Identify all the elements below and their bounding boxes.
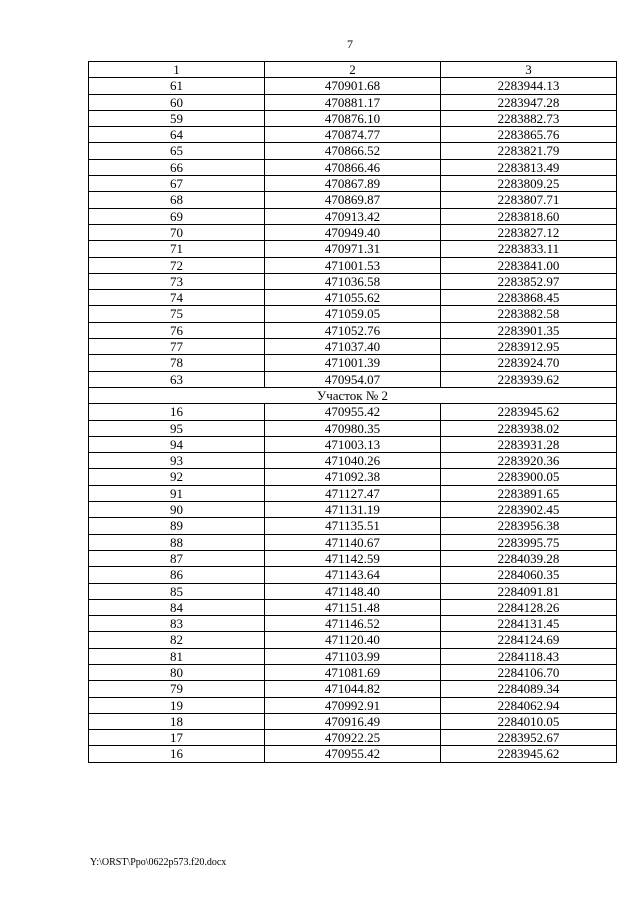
x-coordinate-cell: 470955.42 bbox=[265, 746, 441, 762]
table-row bbox=[89, 306, 617, 322]
table-row bbox=[89, 241, 617, 257]
point-number-cell: 59 bbox=[89, 110, 265, 126]
point-number-cell: 86 bbox=[89, 567, 265, 583]
y-coordinate-cell: 2284118.43 bbox=[441, 648, 617, 664]
point-number-cell: 87 bbox=[89, 550, 265, 566]
y-coordinate-cell: 2283939.62 bbox=[441, 371, 617, 387]
y-coordinate-cell: 2283818.60 bbox=[441, 208, 617, 224]
table-row bbox=[89, 371, 617, 387]
table-row bbox=[89, 648, 617, 664]
x-coordinate-cell: 471151.48 bbox=[265, 599, 441, 615]
y-coordinate-cell: 2284131.45 bbox=[441, 616, 617, 632]
table-row bbox=[89, 208, 617, 224]
x-coordinate-cell: 471143.64 bbox=[265, 567, 441, 583]
table-row bbox=[89, 518, 617, 534]
point-number-cell: 94 bbox=[89, 436, 265, 452]
x-coordinate-cell: 471001.39 bbox=[265, 355, 441, 371]
x-coordinate-cell: 470971.31 bbox=[265, 241, 441, 257]
x-coordinate-cell: 471127.47 bbox=[265, 485, 441, 501]
table-row bbox=[89, 224, 617, 240]
x-coordinate-cell: 470901.68 bbox=[265, 78, 441, 94]
y-coordinate-cell: 2284010.05 bbox=[441, 713, 617, 729]
table-row bbox=[89, 436, 617, 452]
point-number-cell: 81 bbox=[89, 648, 265, 664]
header-cell-y: 3 bbox=[441, 62, 617, 78]
table-row bbox=[89, 110, 617, 126]
point-number-cell: 72 bbox=[89, 257, 265, 273]
x-coordinate-cell: 471148.40 bbox=[265, 583, 441, 599]
x-coordinate-cell: 471055.62 bbox=[265, 290, 441, 306]
point-number-cell: 17 bbox=[89, 730, 265, 746]
x-coordinate-cell: 471081.69 bbox=[265, 664, 441, 680]
y-coordinate-cell: 2283945.62 bbox=[441, 746, 617, 762]
y-coordinate-cell: 2284039.28 bbox=[441, 550, 617, 566]
x-coordinate-cell: 471003.13 bbox=[265, 436, 441, 452]
table-row bbox=[89, 697, 617, 713]
y-coordinate-cell: 2283882.73 bbox=[441, 110, 617, 126]
x-coordinate-cell: 471037.40 bbox=[265, 339, 441, 355]
point-number-cell: 61 bbox=[89, 78, 265, 94]
point-number-cell: 18 bbox=[89, 713, 265, 729]
header-cell-x: 2 bbox=[265, 62, 441, 78]
y-coordinate-cell: 2283833.11 bbox=[441, 241, 617, 257]
x-coordinate-cell: 471135.51 bbox=[265, 518, 441, 534]
table-row bbox=[89, 746, 617, 762]
y-coordinate-cell: 2284089.34 bbox=[441, 681, 617, 697]
y-coordinate-cell: 2283841.00 bbox=[441, 257, 617, 273]
x-coordinate-cell: 471131.19 bbox=[265, 502, 441, 518]
table-row bbox=[89, 420, 617, 436]
y-coordinate-cell: 2283947.28 bbox=[441, 94, 617, 110]
y-coordinate-cell: 2283952.67 bbox=[441, 730, 617, 746]
point-number-cell: 67 bbox=[89, 176, 265, 192]
table-row bbox=[89, 143, 617, 159]
coordinates-table-body bbox=[89, 62, 617, 763]
point-number-cell: 16 bbox=[89, 404, 265, 420]
y-coordinate-cell: 2283809.25 bbox=[441, 176, 617, 192]
y-coordinate-cell: 2283813.49 bbox=[441, 159, 617, 175]
table-row bbox=[89, 730, 617, 746]
section-row bbox=[89, 387, 617, 403]
table-row bbox=[89, 469, 617, 485]
x-coordinate-cell: 471040.26 bbox=[265, 453, 441, 469]
y-coordinate-cell: 2283827.12 bbox=[441, 224, 617, 240]
table-row bbox=[89, 192, 617, 208]
table-row bbox=[89, 94, 617, 110]
x-coordinate-cell: 470992.91 bbox=[265, 697, 441, 713]
x-coordinate-cell: 471092.38 bbox=[265, 469, 441, 485]
point-number-cell: 83 bbox=[89, 616, 265, 632]
point-number-cell: 66 bbox=[89, 159, 265, 175]
point-number-cell: 88 bbox=[89, 534, 265, 550]
point-number-cell: 71 bbox=[89, 241, 265, 257]
y-coordinate-cell: 2283912.95 bbox=[441, 339, 617, 355]
y-coordinate-cell: 2283821.79 bbox=[441, 143, 617, 159]
x-coordinate-cell: 470913.42 bbox=[265, 208, 441, 224]
table-row bbox=[89, 339, 617, 355]
x-coordinate-cell: 470867.89 bbox=[265, 176, 441, 192]
point-number-cell: 76 bbox=[89, 322, 265, 338]
header-cell-point: 1 bbox=[89, 62, 265, 78]
point-number-cell: 77 bbox=[89, 339, 265, 355]
point-number-cell: 60 bbox=[89, 94, 265, 110]
point-number-cell: 63 bbox=[89, 371, 265, 387]
x-coordinate-cell: 470876.10 bbox=[265, 110, 441, 126]
point-number-cell: 84 bbox=[89, 599, 265, 615]
y-coordinate-cell: 2283901.35 bbox=[441, 322, 617, 338]
x-coordinate-cell: 471044.82 bbox=[265, 681, 441, 697]
y-coordinate-cell: 2283938.02 bbox=[441, 420, 617, 436]
table-row bbox=[89, 681, 617, 697]
point-number-cell: 68 bbox=[89, 192, 265, 208]
table-row bbox=[89, 550, 617, 566]
point-number-cell: 64 bbox=[89, 127, 265, 143]
table-row bbox=[89, 713, 617, 729]
point-number-cell: 65 bbox=[89, 143, 265, 159]
y-coordinate-cell: 2283931.28 bbox=[441, 436, 617, 452]
table-row bbox=[89, 632, 617, 648]
point-number-cell: 69 bbox=[89, 208, 265, 224]
y-coordinate-cell: 2283865.76 bbox=[441, 127, 617, 143]
point-number-cell: 78 bbox=[89, 355, 265, 371]
y-coordinate-cell: 2283956.38 bbox=[441, 518, 617, 534]
x-coordinate-cell: 470949.40 bbox=[265, 224, 441, 240]
table-row bbox=[89, 78, 617, 94]
y-coordinate-cell: 2283924.70 bbox=[441, 355, 617, 371]
coordinates-table bbox=[88, 61, 617, 763]
point-number-cell: 73 bbox=[89, 273, 265, 289]
table-row bbox=[89, 485, 617, 501]
x-coordinate-cell: 470954.07 bbox=[265, 371, 441, 387]
table-row bbox=[89, 257, 617, 273]
y-coordinate-cell: 2283868.45 bbox=[441, 290, 617, 306]
y-coordinate-cell: 2284060.35 bbox=[441, 567, 617, 583]
point-number-cell: 95 bbox=[89, 420, 265, 436]
x-coordinate-cell: 471036.58 bbox=[265, 273, 441, 289]
y-coordinate-cell: 2284062.94 bbox=[441, 697, 617, 713]
point-number-cell: 90 bbox=[89, 502, 265, 518]
x-coordinate-cell: 471120.40 bbox=[265, 632, 441, 648]
footer-file-path: Y:\ORST\Ppo\0622p573.f20.docx bbox=[90, 857, 227, 868]
y-coordinate-cell: 2283807.71 bbox=[441, 192, 617, 208]
point-number-cell: 75 bbox=[89, 306, 265, 322]
table-row bbox=[89, 534, 617, 550]
x-coordinate-cell: 470916.49 bbox=[265, 713, 441, 729]
x-coordinate-cell: 471001.53 bbox=[265, 257, 441, 273]
x-coordinate-cell: 471142.59 bbox=[265, 550, 441, 566]
x-coordinate-cell: 471140.67 bbox=[265, 534, 441, 550]
point-number-cell: 93 bbox=[89, 453, 265, 469]
table-row bbox=[89, 599, 617, 615]
point-number-cell: 79 bbox=[89, 681, 265, 697]
table-header-row bbox=[89, 62, 617, 78]
x-coordinate-cell: 470866.52 bbox=[265, 143, 441, 159]
x-coordinate-cell: 470980.35 bbox=[265, 420, 441, 436]
table-row bbox=[89, 273, 617, 289]
section-label: Участок № 2 bbox=[89, 387, 617, 403]
y-coordinate-cell: 2283852.97 bbox=[441, 273, 617, 289]
y-coordinate-cell: 2283900.05 bbox=[441, 469, 617, 485]
table-row bbox=[89, 616, 617, 632]
y-coordinate-cell: 2283920.36 bbox=[441, 453, 617, 469]
y-coordinate-cell: 2283995.75 bbox=[441, 534, 617, 550]
table-row bbox=[89, 453, 617, 469]
table-row bbox=[89, 583, 617, 599]
table-row bbox=[89, 159, 617, 175]
table-row bbox=[89, 322, 617, 338]
x-coordinate-cell: 470874.77 bbox=[265, 127, 441, 143]
x-coordinate-cell: 471059.05 bbox=[265, 306, 441, 322]
y-coordinate-cell: 2283944.13 bbox=[441, 78, 617, 94]
x-coordinate-cell: 471146.52 bbox=[265, 616, 441, 632]
table-row bbox=[89, 355, 617, 371]
point-number-cell: 91 bbox=[89, 485, 265, 501]
y-coordinate-cell: 2283902.45 bbox=[441, 502, 617, 518]
point-number-cell: 70 bbox=[89, 224, 265, 240]
point-number-cell: 80 bbox=[89, 664, 265, 680]
table-row bbox=[89, 404, 617, 420]
x-coordinate-cell: 470869.87 bbox=[265, 192, 441, 208]
point-number-cell: 74 bbox=[89, 290, 265, 306]
point-number-cell: 92 bbox=[89, 469, 265, 485]
x-coordinate-cell: 471052.76 bbox=[265, 322, 441, 338]
y-coordinate-cell: 2283891.65 bbox=[441, 485, 617, 501]
y-coordinate-cell: 2284128.26 bbox=[441, 599, 617, 615]
x-coordinate-cell: 470866.46 bbox=[265, 159, 441, 175]
table-row bbox=[89, 664, 617, 680]
y-coordinate-cell: 2283945.62 bbox=[441, 404, 617, 420]
point-number-cell: 16 bbox=[89, 746, 265, 762]
table-row bbox=[89, 290, 617, 306]
point-number-cell: 19 bbox=[89, 697, 265, 713]
table-row bbox=[89, 502, 617, 518]
x-coordinate-cell: 470955.42 bbox=[265, 404, 441, 420]
point-number-cell: 89 bbox=[89, 518, 265, 534]
table-row bbox=[89, 176, 617, 192]
x-coordinate-cell: 470881.17 bbox=[265, 94, 441, 110]
point-number-cell: 85 bbox=[89, 583, 265, 599]
y-coordinate-cell: 2284106.70 bbox=[441, 664, 617, 680]
x-coordinate-cell: 471103.99 bbox=[265, 648, 441, 664]
x-coordinate-cell: 470922.25 bbox=[265, 730, 441, 746]
table-row bbox=[89, 567, 617, 583]
page-number: 7 bbox=[347, 37, 353, 51]
table-row bbox=[89, 127, 617, 143]
point-number-cell: 82 bbox=[89, 632, 265, 648]
y-coordinate-cell: 2284091.81 bbox=[441, 583, 617, 599]
y-coordinate-cell: 2283882.58 bbox=[441, 306, 617, 322]
y-coordinate-cell: 2284124.69 bbox=[441, 632, 617, 648]
